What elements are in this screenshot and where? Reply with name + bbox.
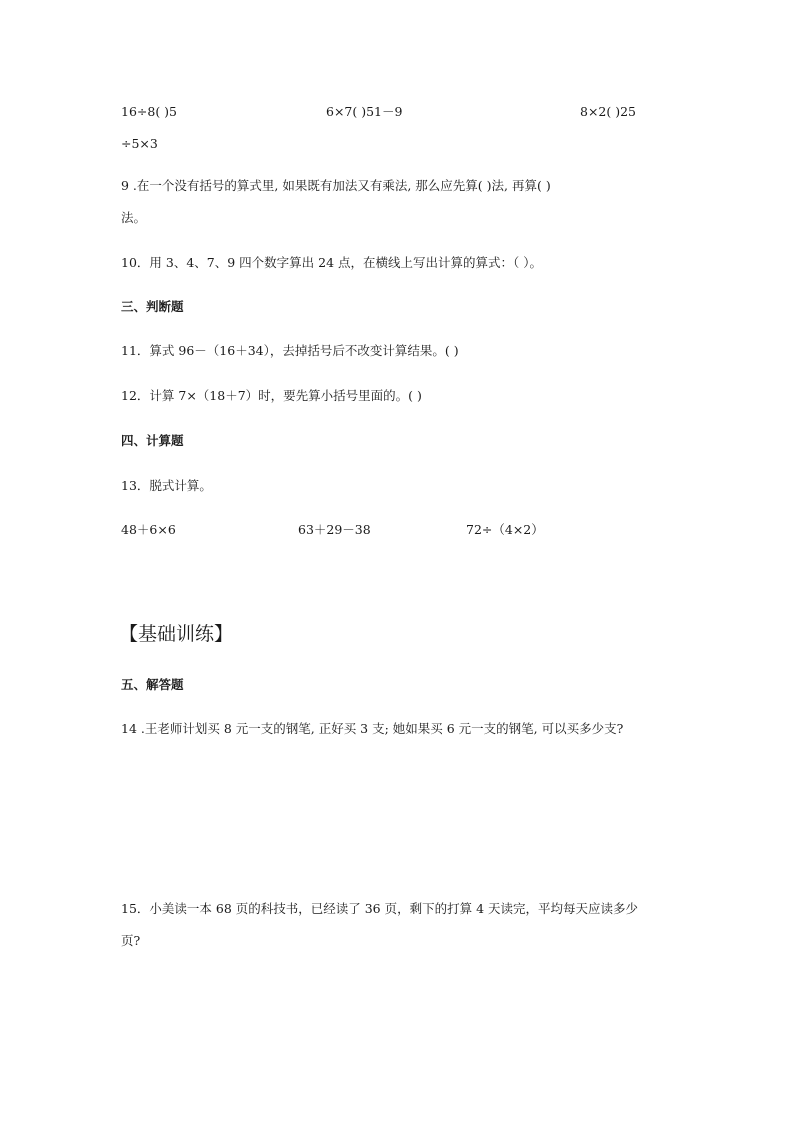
section-heading-judgement: 三、判断题 (121, 299, 184, 314)
basic-training-heading: 【基础训练】 (119, 623, 234, 645)
calc-expr-2: 63＋29－38 (298, 522, 371, 537)
question-13-prompt: 13．脱式计算。 (121, 478, 212, 493)
calc-expr-3: 72÷（4×2） (466, 522, 544, 537)
comparison-expr-2: 6×7( )51－9 (326, 104, 403, 119)
comparison-expr-1: 16÷8( )5 (121, 104, 178, 119)
question-10: 10．用 3、4、7、9 四个数字算出 24 点，在横线上写出计算的算式：（ ）。 (121, 255, 542, 270)
question-15-line-1: 15．小美读一本 68 页的科技书，已经读了 36 页，剩下的打算 4 天读完，平均每天应读多少 (121, 901, 639, 916)
comparison-expr-3: 8×2( )25 (580, 104, 637, 119)
section-heading-calculation: 四、计算题 (121, 433, 184, 448)
question-12: 12．计算 7×（18＋7）时，要先算小括号里面的。( ) (121, 388, 422, 403)
question-15-line-2: 页? (121, 933, 141, 948)
comparison-expr-3-continued: ÷5×3 (121, 136, 158, 151)
section-heading-answer: 五、解答题 (121, 677, 184, 692)
question-14: 14 .王老师计划买 8 元一支的钢笔, 正好买 3 支; 她如果买 6 元一支的钢笔, 可以买多少支? (121, 721, 624, 736)
calc-expr-1: 48＋6×6 (121, 522, 176, 537)
question-11: 11．算式 96－（16＋34），去掉括号后不改变计算结果。( ) (121, 343, 459, 358)
question-9-line-1: 9 .在一个没有括号的算式里, 如果既有加法又有乘法, 那么应先算( )法, 再算( ) (121, 178, 551, 193)
question-9-line-2: 法。 (121, 210, 147, 225)
